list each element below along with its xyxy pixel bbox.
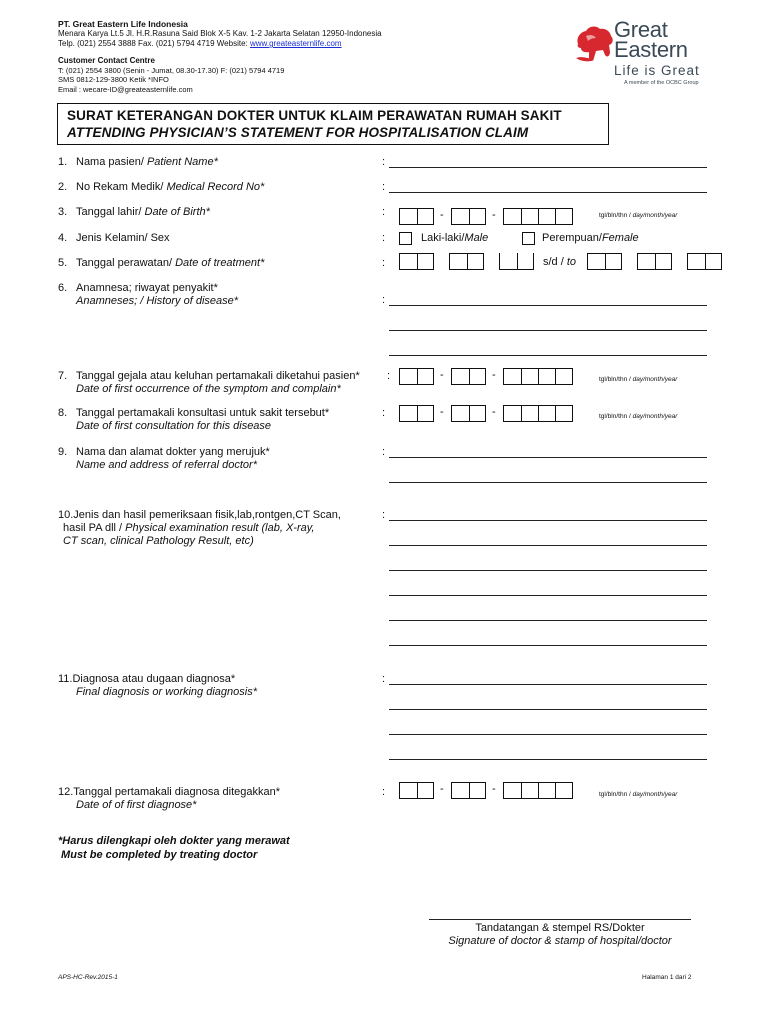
form-title-indonesian: SURAT KETERANGAN DOKTER UNTUK KLAIM PERAWATAN RUMAH SAKIT xyxy=(67,108,562,123)
label-id: Diagnosa atau dugaan diagnosa* xyxy=(72,673,236,685)
question-label-id xyxy=(58,786,380,799)
label-id: Tanggal pertamakali diagnosa ditegakkan* xyxy=(73,786,280,798)
date-separator: - xyxy=(440,406,444,418)
diagnosis-line-1[interactable] xyxy=(389,684,707,685)
treatment-end-year-box[interactable] xyxy=(687,253,722,270)
option-id: Laki-laki/ xyxy=(421,232,465,244)
question-number: 7. xyxy=(58,370,68,382)
question-number: 4. xyxy=(58,232,68,244)
diagnose-month-box[interactable] xyxy=(451,782,486,799)
date-format-hint xyxy=(599,376,677,383)
colon: : xyxy=(382,407,386,419)
label-id: Tanggal lahir/ xyxy=(76,206,145,218)
colon: : xyxy=(382,181,386,193)
dob-year-box[interactable] xyxy=(503,208,573,225)
format-en: day/month/year xyxy=(632,376,678,383)
contact-title: Customer Contact Centre xyxy=(58,56,155,65)
treatment-end-month-box[interactable] xyxy=(637,253,672,270)
form-code: APS-HC-Rev.2015-1 xyxy=(58,974,118,981)
format-id: tgl/bln/thn / xyxy=(599,212,633,219)
question-label-id: Tanggal pertamakali konsultasi untuk sakit tersebut* xyxy=(76,407,330,419)
company-name: PT. Great Eastern Life Indonesia xyxy=(58,19,188,29)
question-6 xyxy=(58,282,378,308)
question-1 xyxy=(58,156,378,169)
page-number: Halaman 1 dari 2 xyxy=(642,974,692,981)
option-en: Male xyxy=(464,232,489,244)
question-number: 10. xyxy=(58,509,74,521)
date-format-hint xyxy=(599,212,677,219)
patient-name-field[interactable] xyxy=(389,167,707,168)
company-address: Menara Karya Lt.5 Jl. H.R.Rasuna Said Blok X-5 Kav. 1-2 Jakarta Selatan 12950-Indonesia xyxy=(58,29,382,38)
logo-word-eastern: Eastern xyxy=(614,37,688,62)
question-label-id: Tanggal gejala atau keluhan pertamakali diketahui pasien* xyxy=(76,370,360,382)
logo-member-text: A member of the OCBC Group xyxy=(624,80,699,86)
format-id: tgl/bln/thn / xyxy=(599,791,633,798)
diagnosis-line-2[interactable] xyxy=(389,709,707,710)
label-id: Tanggal perawatan/ xyxy=(76,257,176,269)
question-number: 3. xyxy=(58,206,68,218)
note-indonesian: *Harus dilengkapi oleh dokter yang merawat xyxy=(58,835,290,847)
colon: : xyxy=(382,509,386,521)
contact-sms: SMS 0812-129-3800 Ketik *INFO xyxy=(58,75,169,85)
label-en: Patient Name* xyxy=(146,156,218,168)
treatment-start-year-box[interactable] xyxy=(499,253,534,270)
question-9 xyxy=(58,446,378,472)
question-label xyxy=(58,206,378,219)
question-8 xyxy=(58,407,378,433)
to-en: to xyxy=(566,256,577,268)
question-label-en: Date of of first diagnose* xyxy=(76,799,197,811)
diagnose-year-box[interactable] xyxy=(503,782,573,799)
colon: : xyxy=(382,294,386,306)
colon: : xyxy=(382,206,386,218)
to-label xyxy=(543,256,576,269)
question-label-en: Final diagnosis or working diagnosis* xyxy=(76,686,257,698)
great-eastern-logo xyxy=(572,18,742,96)
format-id: tgl/bln/thn / xyxy=(599,376,633,383)
question-number: 6. xyxy=(58,282,68,294)
question-12 xyxy=(58,786,380,812)
history-field-line-3[interactable] xyxy=(389,355,707,356)
question-4 xyxy=(58,232,378,245)
question-label-en: Date of first consultation for this disease xyxy=(76,420,272,432)
company-info xyxy=(58,19,382,49)
signature-label-id: Tandatangan & stempel RS/Dokter xyxy=(475,922,645,934)
question-number: 8. xyxy=(58,407,68,419)
signature-label-en: Signature of doctor & stamp of hospital/doctor xyxy=(448,935,672,947)
question-number: 12. xyxy=(58,786,74,798)
label-id: hasil PA dll / xyxy=(63,522,126,534)
exam-result-line-6[interactable] xyxy=(389,645,707,646)
label-id: Jenis dan hasil pemeriksaan fisik,lab,rontgen,CT Scan, xyxy=(73,509,341,521)
contact-email: Email : wecare-ID@greateasternlife.com xyxy=(58,84,193,94)
customer-contact-centre xyxy=(58,56,284,94)
dob-day-box[interactable] xyxy=(399,208,434,225)
question-label: Jenis Kelamin/ Sex xyxy=(76,232,170,244)
date-separator: - xyxy=(492,783,496,795)
question-label xyxy=(58,181,378,194)
logo-word-great: Great xyxy=(614,17,668,42)
label-en: Physical examination result (lab, X-ray, xyxy=(125,522,315,534)
exam-result-line-1[interactable] xyxy=(389,520,707,521)
question-number: 11. xyxy=(58,673,73,685)
consult-year-box[interactable] xyxy=(503,405,573,422)
date-separator: - xyxy=(492,209,496,221)
lion-icon xyxy=(572,22,616,66)
exam-result-line-2[interactable] xyxy=(389,545,707,546)
question-number: 1. xyxy=(58,156,68,168)
treatment-start-day-box[interactable] xyxy=(399,253,434,270)
form-title-box xyxy=(57,103,609,145)
colon: : xyxy=(382,673,386,685)
exam-result-line-3[interactable] xyxy=(389,570,707,571)
label-id: Nama pasien/ xyxy=(76,156,147,168)
date-separator: - xyxy=(440,209,444,221)
question-3 xyxy=(58,206,378,219)
exam-result-line-4[interactable] xyxy=(389,595,707,596)
company-phone-text: Telp. (021) 2554 3888 Fax. (021) 5794 4719 Website: xyxy=(58,39,250,48)
date-separator: - xyxy=(440,783,444,795)
question-label-id: Anamnesa; riwayat penyakit* xyxy=(76,282,218,294)
completion-note xyxy=(58,835,290,862)
question-label xyxy=(58,156,378,169)
diagnosis-line-3[interactable] xyxy=(389,734,707,735)
question-label-id: Nama dan alamat dokter yang merujuk* xyxy=(76,446,270,458)
option-id: Perempuan/ xyxy=(542,232,602,244)
label-en: Medical Record No* xyxy=(166,181,265,193)
symptom-year-box[interactable] xyxy=(503,368,573,385)
company-phone xyxy=(58,39,382,49)
question-7 xyxy=(58,370,391,396)
treatment-end-day-box[interactable] xyxy=(587,253,622,270)
question-label-en-2: CT scan, clinical Pathology Result, etc) xyxy=(63,535,254,547)
referral-doctor-line-1[interactable] xyxy=(389,457,707,458)
question-label-en: Anamneses; / History of disease* xyxy=(76,295,239,307)
diagnose-day-box[interactable] xyxy=(399,782,434,799)
consult-day-box[interactable] xyxy=(399,405,434,422)
date-format-hint xyxy=(599,791,677,798)
question-10 xyxy=(58,509,380,548)
question-2 xyxy=(58,181,378,194)
question-label-line-2 xyxy=(58,522,380,535)
company-website-link[interactable]: www.greateasternlife.com xyxy=(249,39,342,48)
male-checkbox[interactable] xyxy=(399,232,412,245)
format-id: tgl/bln/thn / xyxy=(599,413,633,420)
format-en: day/month/year xyxy=(632,413,678,420)
signature-line[interactable] xyxy=(429,919,691,920)
logo-tagline: Life is Great xyxy=(614,63,700,78)
history-field-line-1[interactable] xyxy=(389,305,707,306)
question-11 xyxy=(58,673,380,699)
question-label xyxy=(58,257,378,270)
contact-phone: T: (021) 2554 3800 (Senin - Jumat, 08.30-17.30) F: (021) 5794 4719 xyxy=(58,65,285,75)
colon: : xyxy=(382,232,386,244)
exam-result-line-5[interactable] xyxy=(389,620,707,621)
colon: : xyxy=(382,446,386,458)
option-en: Female xyxy=(601,232,639,244)
colon: : xyxy=(387,370,391,382)
female-option-label xyxy=(542,232,639,245)
format-en: day/month/year xyxy=(632,791,678,798)
question-number: 9. xyxy=(58,446,68,458)
diagnosis-line-4[interactable] xyxy=(389,759,707,760)
consult-month-box[interactable] xyxy=(451,405,486,422)
symptom-day-box[interactable] xyxy=(399,368,434,385)
colon: : xyxy=(382,156,386,168)
label-id: No Rekam Medik/ xyxy=(76,181,167,193)
to-id: s/d / xyxy=(543,256,567,268)
question-number: 2. xyxy=(58,181,68,193)
label-en: Date of treatment* xyxy=(175,257,265,269)
date-separator: - xyxy=(440,369,444,381)
history-field-line-2[interactable] xyxy=(389,330,707,331)
date-format-hint xyxy=(599,413,677,420)
colon: : xyxy=(382,786,386,798)
date-separator: - xyxy=(492,406,496,418)
form-title-english: ATTENDING PHYSICIAN’S STATEMENT FOR HOSPITALISATION CLAIM xyxy=(67,125,529,140)
question-label-id xyxy=(58,673,380,686)
date-separator: - xyxy=(492,369,496,381)
label-en: Date of Birth* xyxy=(144,206,210,218)
format-en: day/month/year xyxy=(632,212,678,219)
question-label-en: Name and address of referral doctor* xyxy=(76,459,257,471)
medical-record-field[interactable] xyxy=(389,192,707,193)
treatment-start-month-box[interactable] xyxy=(449,253,484,270)
question-number: 5. xyxy=(58,257,68,269)
note-english: Must be completed by treating doctor xyxy=(58,848,258,861)
female-checkbox[interactable] xyxy=(522,232,535,245)
question-label-en: Date of first occurrence of the symptom and complain* xyxy=(76,383,341,395)
colon: : xyxy=(382,257,386,269)
symptom-month-box[interactable] xyxy=(451,368,486,385)
question-label-id-1 xyxy=(58,509,380,522)
referral-doctor-line-2[interactable] xyxy=(389,482,707,483)
male-option-label xyxy=(421,232,488,245)
question-5 xyxy=(58,257,378,270)
dob-month-box[interactable] xyxy=(451,208,486,225)
